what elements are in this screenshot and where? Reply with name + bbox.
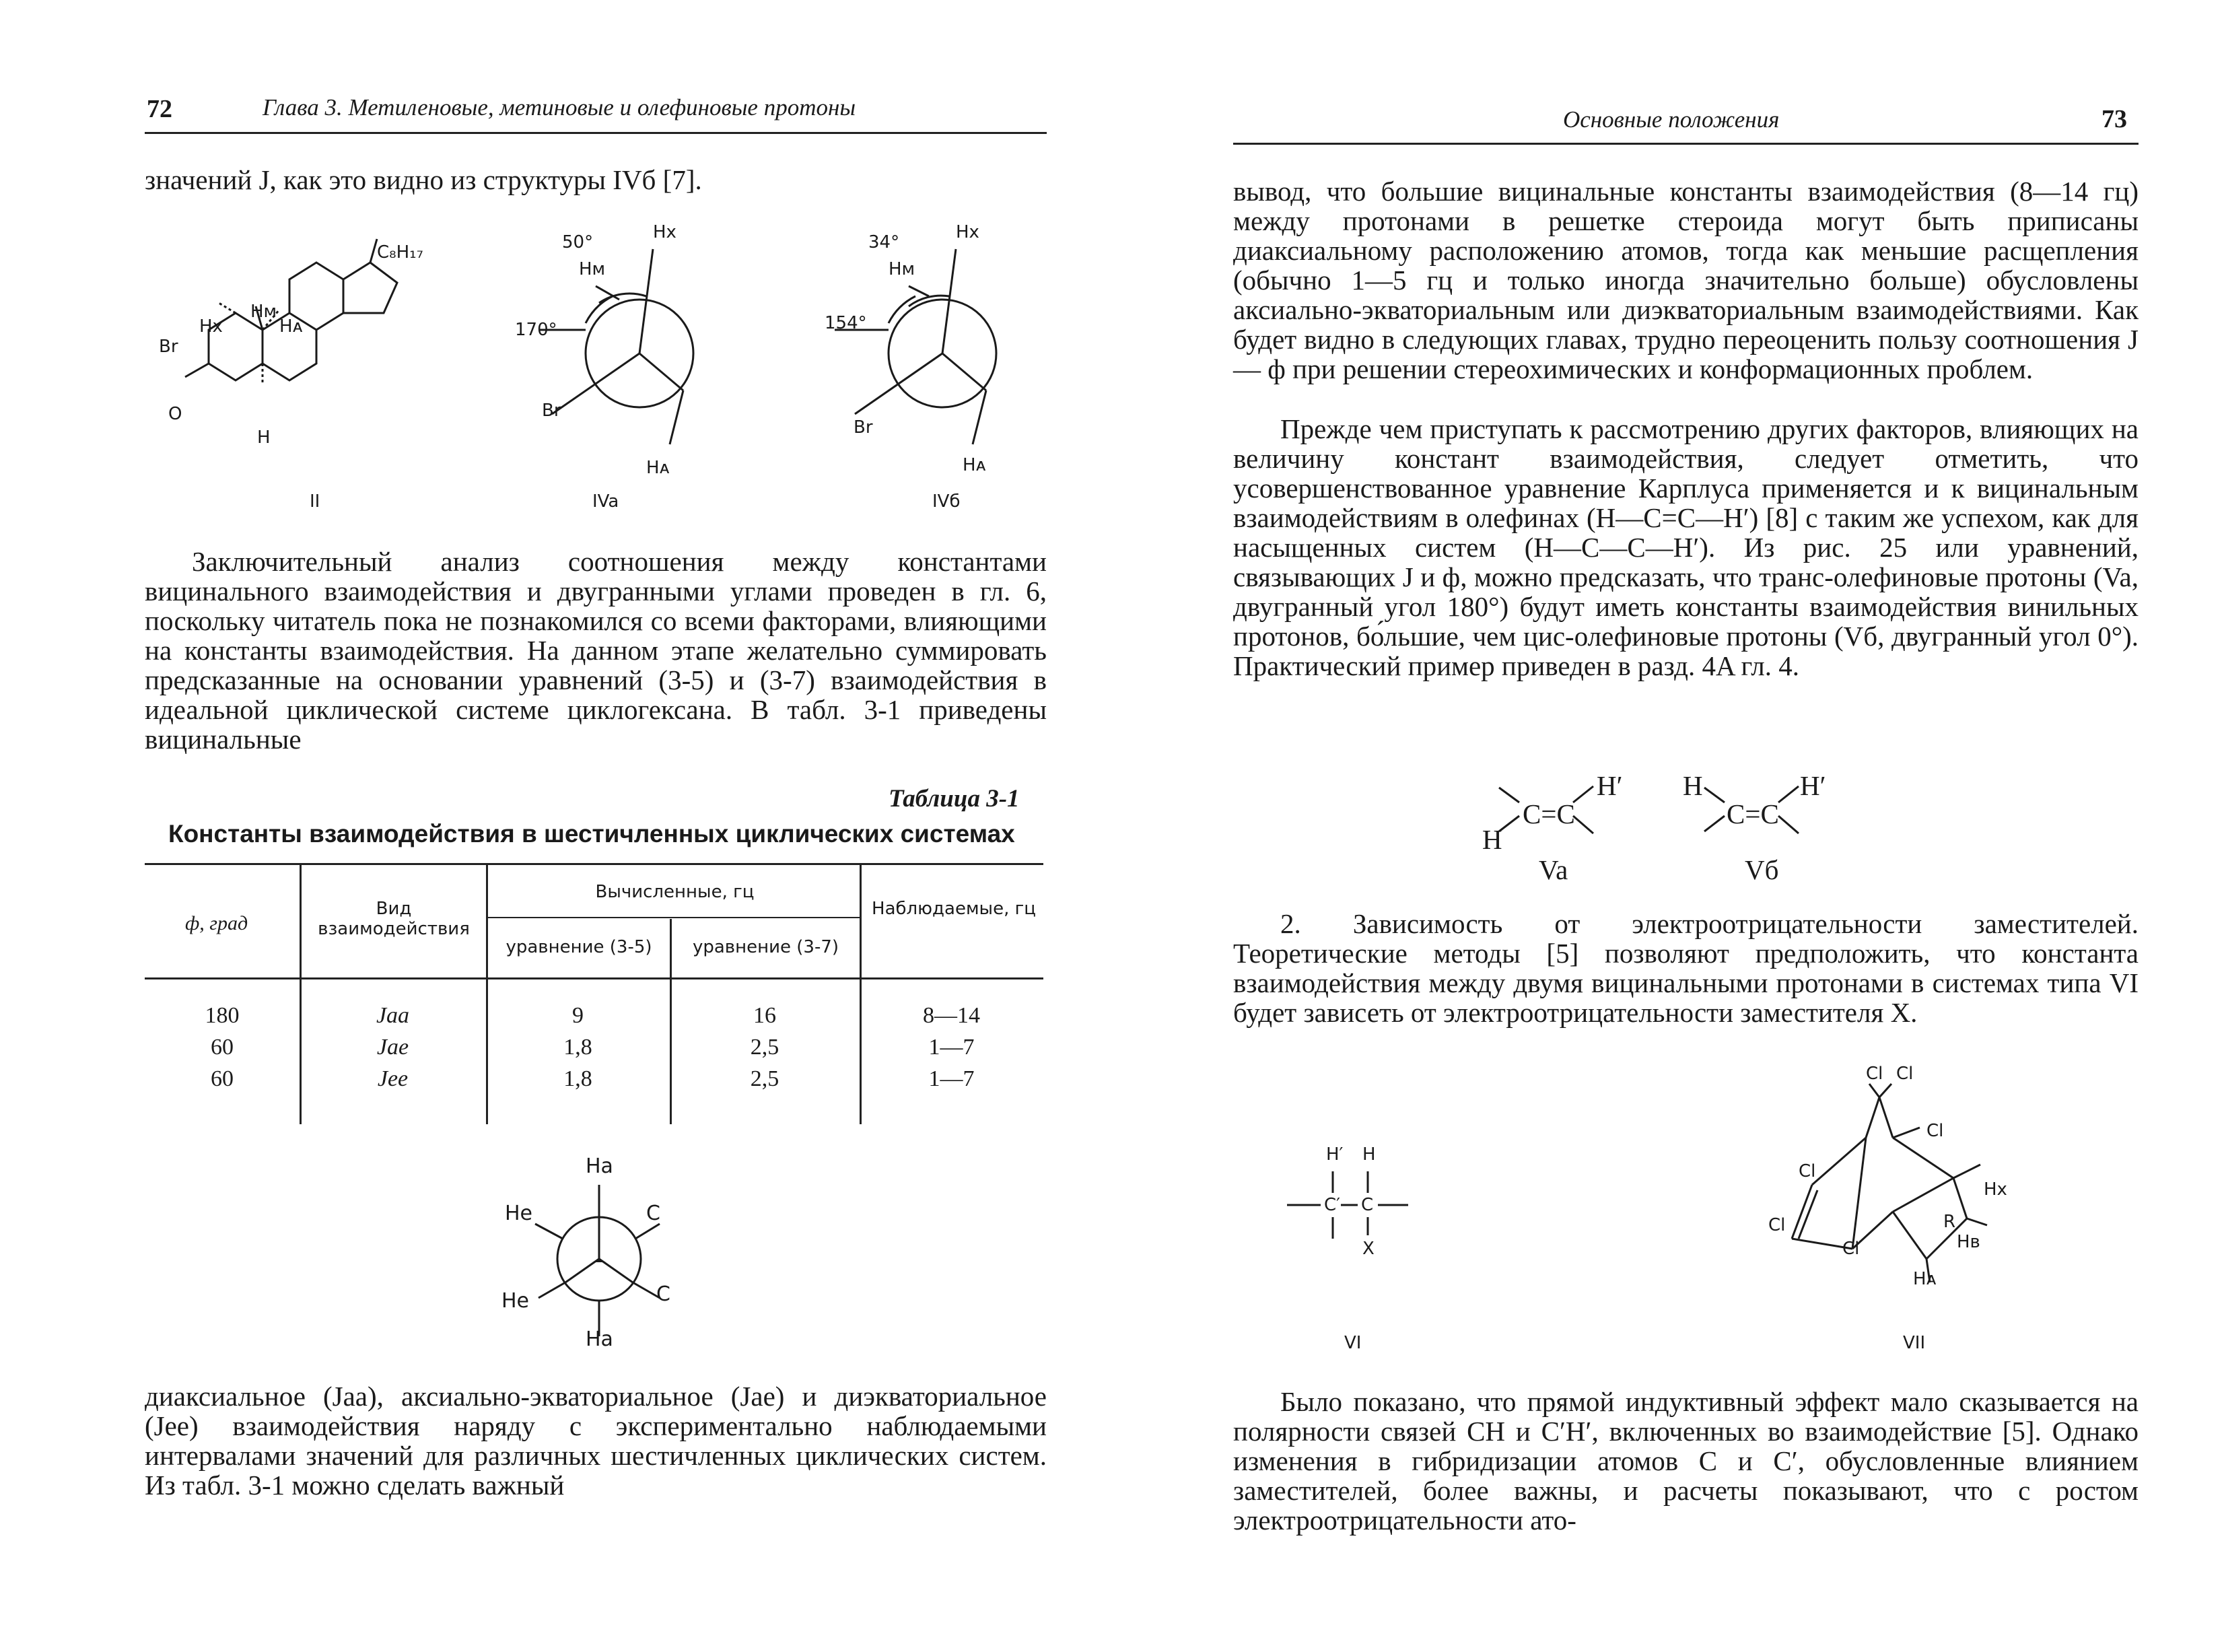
atom-label: Hа — [586, 1155, 613, 1178]
figure-label: IVб — [932, 491, 961, 512]
table-rule-header — [145, 977, 1043, 979]
table-header-observed: Наблюдаемые, гц — [872, 899, 1036, 919]
atom-label: H′ — [1597, 770, 1623, 801]
atom-label: H — [1482, 824, 1502, 855]
atom-label: C — [1361, 1195, 1374, 1215]
atom-label: Hᴀ — [279, 316, 303, 337]
atom-label: C₈H₁₇ — [377, 242, 423, 263]
header-rule — [1233, 143, 2139, 145]
atom-label: H — [1683, 770, 1703, 801]
paragraph: Было показано, что прямой индуктивный эффект мало сказывается на полярности связей CH и C′H′, включенных во взаимодействие [5]. Однако изменения в гибридизации атомов C и C′, обусловленные влиянием заместителей, более важны, и расчеты показывают, что с ростом электроотрицательности ато- — [1233, 1386, 2139, 1536]
atom-label: Hx — [1984, 1179, 2007, 1200]
atom-label: Hᴀ — [646, 458, 670, 478]
atom-label: H — [1362, 1144, 1376, 1165]
structure-vi — [1280, 1138, 1428, 1266]
cell-observed: 8—14 — [923, 1003, 980, 1028]
cell-eq37: 2,5 — [750, 1035, 779, 1060]
angle-label: 170° — [515, 320, 557, 340]
atom-label: H — [257, 427, 271, 448]
paragraph: 2. Зависимость от электроотрицательности заместителей. Теоретические методы [5] позволяют предположить, что константа взаимодействия между двумя вицинальными протонами в системах типа VI будет зависеть от электроотрицательности заместителя X. — [1233, 908, 2139, 1028]
paragraph: вывод, что большие вицинальные константы взаимодействия (8—14 гц) между протонами в решетке стероида могут быть приписаны диаксиальному расположению атомов, тогда как меньшие расщепления (обычно 1—5 гц и только иногда значительно больше) обусловлены аксиально-экваториальным или диэкваториальным взаимодействиями. Как будет видно в следующих главах, трудно переоценить пользу соотношения J — ф при решении стереохимических и конформационных проблем. — [1233, 176, 2139, 384]
paragraph: диаксиальное (Jaa), аксиально-экваториальное (Jae) и диэкваториальное (Jee) взаимодействия наряду с экспериментально наблюдаемыми интервалами значений для различных шестичленных циклических систем. Из табл. 3-1 можно сделать важный — [145, 1381, 1047, 1501]
atom-label: Hx — [199, 316, 223, 337]
atom-label: C — [646, 1202, 660, 1225]
cell-phi: 60 — [211, 1035, 234, 1060]
table-header-eq37: уравнение (3-7) — [692, 937, 839, 957]
table-title: Константы взаимодействия в шестичленных циклических системах — [168, 820, 1015, 848]
cell-eq35: 1,8 — [563, 1035, 592, 1060]
paragraph: Прежде чем приступать к рассмотрению других факторов, влияющих на величину констант взаимодействия, следует отметить, что усовершенствованное уравнение Карплуса применяется и к вицинальным взаимодействиям в олефинах (H—C=C—H′) [8] с таким же успехом, как для насыщенных систем (H—C—C—H′). Из рис. 25 или уравнений, связывающих J и ф, можно предсказать, что транс-олефиновые протоны (Va, двугранный угол 180°) будут иметь константы взаимодействия винильных протонов, бо́льшие, чем цис-олефиновые протоны (Vб, двугранный угол 0°). Практический пример приведен в разд. 4A гл. 4. — [1233, 413, 2139, 681]
intro-line: значений J, как это видно из структуры IVб [7]. — [145, 164, 702, 195]
running-header: Основные положения — [1563, 106, 1780, 133]
cell-kind: Jaa — [376, 1003, 410, 1028]
table-rule-top — [145, 863, 1043, 865]
atom-label: Br — [159, 337, 178, 357]
atom-label: Hм — [579, 259, 606, 279]
newman-projection-iva — [512, 222, 740, 491]
cell-eq35: 9 — [572, 1003, 584, 1028]
figure-label: IVa — [592, 491, 619, 512]
atom-label: Hx — [956, 222, 979, 242]
cell-phi: 60 — [211, 1066, 234, 1091]
atom-label: Cl — [1842, 1239, 1860, 1259]
atom-label: Cl — [1866, 1064, 1883, 1084]
figure-label: Va — [1539, 854, 1568, 885]
table-header-calculated: Вычисленные, гц — [595, 882, 755, 902]
figure-label: Vб — [1745, 854, 1779, 885]
cell-kind: Jae — [376, 1035, 409, 1060]
angle-label: 50° — [562, 232, 594, 252]
cell-observed: 1—7 — [928, 1066, 975, 1091]
atom-label: Hа — [586, 1328, 613, 1351]
atom-label: C — [656, 1282, 670, 1306]
atom-label: Hм — [250, 302, 277, 322]
atom-label: Hв — [1957, 1232, 1980, 1252]
cell-observed: 1—7 — [928, 1035, 975, 1060]
table-header-kind: Вид взаимодействия — [318, 899, 470, 939]
page-number: 73 — [2101, 105, 2127, 133]
angle-label: 154° — [825, 313, 867, 333]
atom-label: Hе — [501, 1289, 530, 1313]
atom-label: Br — [854, 417, 873, 438]
atom-label: Br — [542, 401, 561, 421]
newman-projection-ivb — [808, 222, 1050, 491]
table-header-eq35: уравнение (3-5) — [506, 937, 652, 957]
cell-eq37: 2,5 — [750, 1066, 779, 1091]
atom-label: Cl — [1768, 1215, 1786, 1235]
atom-label: H′ — [1800, 770, 1826, 801]
atom-label: Hᴀ — [1913, 1269, 1937, 1289]
running-header: Глава 3. Метиленовые, метиновые и олефиновые протоны — [263, 94, 856, 121]
atom-label: C′ — [1324, 1195, 1341, 1215]
table-header-phi: ф, град — [185, 912, 248, 934]
atom-label: Hx — [653, 222, 676, 242]
cell-eq35: 1,8 — [563, 1066, 592, 1091]
atom-label: Cl — [1799, 1161, 1816, 1181]
cell-phi: 180 — [205, 1003, 240, 1028]
atom-label: R — [1943, 1212, 1956, 1232]
olefin-formula: C=C — [1727, 798, 1779, 829]
page-number: 72 — [147, 95, 172, 123]
atom-label: Hᴀ — [963, 455, 986, 475]
atom-label: Cl — [1926, 1121, 1944, 1141]
angle-label: 34° — [868, 232, 900, 252]
table-rule-sub — [486, 917, 860, 918]
atom-label: H′ — [1326, 1144, 1344, 1165]
header-rule — [145, 132, 1047, 134]
figure-label: II — [310, 491, 320, 512]
atom-label: O — [168, 404, 182, 424]
atom-label: Hе — [505, 1202, 533, 1225]
atom-label: X — [1362, 1239, 1375, 1259]
paragraph: Заключительный анализ соотношения между константами вицинального взаимодействия и двугранными углами проведен в гл. 6, поскольку читатель пока не познакомился со всеми факторами, влияющими на константы взаимодействия. На данном этапе желательно суммировать предсказанные на основании уравнений (3-5) и (3-7) взаимодействия в идеальной циклической системе циклогексана. В табл. 3-1 приведены вицинальные — [145, 546, 1047, 755]
table-caption: Таблица 3-1 — [889, 785, 1020, 813]
cell-eq37: 16 — [753, 1003, 776, 1028]
cell-kind: Jee — [377, 1066, 409, 1091]
right-page — [1112, 0, 2224, 1652]
figure-label: VII — [1903, 1333, 1926, 1353]
atom-label: Cl — [1896, 1064, 1914, 1084]
atom-label: Hм — [889, 259, 915, 279]
figure-label: VI — [1344, 1333, 1362, 1353]
olefin-formula: C=C — [1523, 798, 1575, 829]
